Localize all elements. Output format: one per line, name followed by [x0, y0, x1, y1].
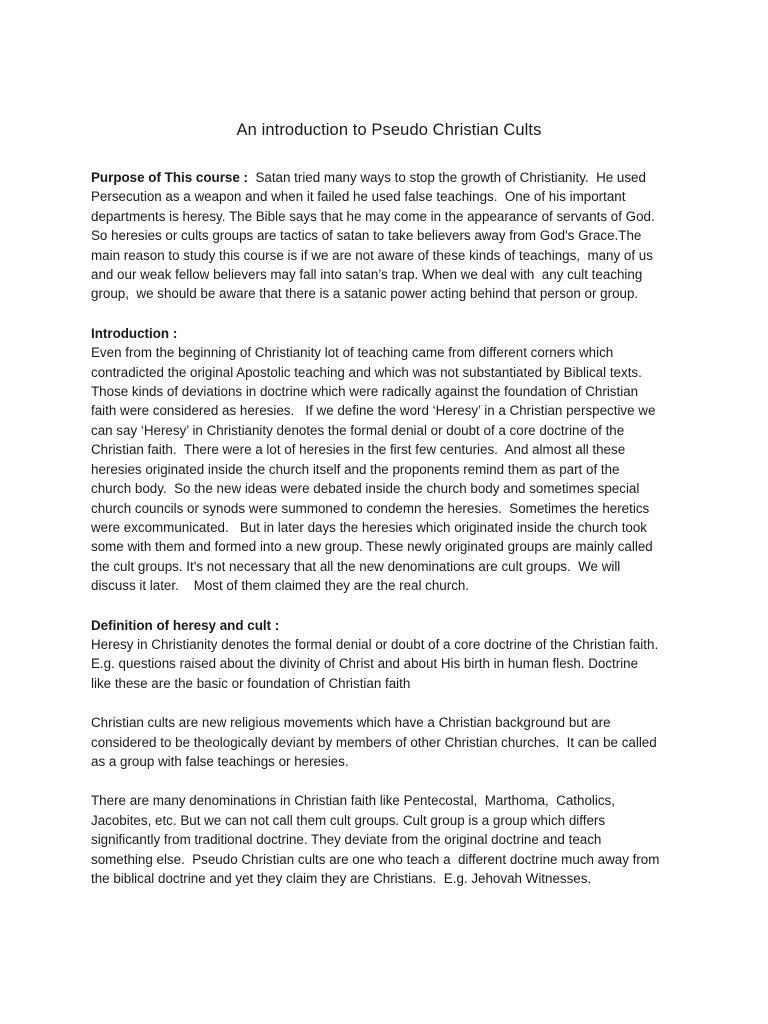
definition-text-line: E.g. questions raised about the divinity of Christ and about His birth in human flesh. Doctrine — [91, 656, 639, 672]
introduction-text-line: some with them and formed into a new group. These newly originated groups are mainly called — [91, 539, 653, 555]
purpose-text-line: Satan tried many ways to stop the growth of Christianity. He used — [248, 170, 646, 185]
denominations-text-line: Jacobites, etc. But we can not call them cult groups. Cult group is a group which differs — [91, 812, 606, 828]
cults-text-line: considered to be theologically deviant by members of other Christian churches. It can be called — [91, 734, 657, 750]
introduction-text-line: church councils or synods were summoned to condemn the heresies. Sometimes the heretics — [91, 500, 650, 516]
introduction-text-line: Those kinds of deviations in doctrine which were radically against the foundation of Christian — [91, 384, 639, 400]
purpose-text-line: So heresies or cults groups are tactics of satan to take believers away from God's Grace.The — [91, 228, 642, 244]
cults-text-line: as a group with false teachings or heresies. — [91, 753, 349, 769]
introduction-section — [91, 324, 681, 596]
introduction-text-line: Even from the beginning of Christianity lot of teaching came from different corners which — [91, 345, 614, 361]
purpose-text-line: and our weak fellow believers may fall into satan’s trap. When we deal with any cult teaching — [91, 267, 643, 283]
document-body — [91, 118, 681, 908]
purpose-heading: Purpose of This course : — [91, 170, 248, 185]
denominations-text-line: There are many denominations in Christian faith like Pentecostal, Marthoma, Catholics, — [91, 793, 615, 809]
introduction-text-line: contradicted the original Apostolic teaching and which was not substantiated by Biblical texts. — [91, 364, 642, 380]
purpose-text-line: Persecution as a weapon and when it failed he used false teachings. One of his important — [91, 189, 626, 205]
introduction-text-line: faith were considered as heresies. If we define the word ‘Heresy’ in a Christian perspective we — [91, 403, 656, 419]
purpose-text-line: departments is heresy. The Bible says that he may come in the appearance of servants of God. — [91, 208, 655, 224]
purpose-first-line — [91, 168, 681, 187]
purpose-text-line: main reason to study this course is if we are not aware of these kinds of teachings, many of us — [91, 247, 653, 263]
purpose-text-line: group, we should be aware that there is a satanic power acting behind that person or group. — [91, 286, 639, 302]
cults-paragraph — [91, 713, 681, 771]
introduction-text-line: discuss it later. Most of them claimed they are the real church. — [91, 578, 470, 594]
introduction-text-line: church body. So the new ideas were debated inside the church body and sometimes special — [91, 481, 640, 497]
denominations-text-line: something else. Pseudo Christian cults are one who teach a different doctrine much away from — [91, 851, 660, 867]
introduction-text-line: were excommunicated. But in later days the heresies which originated inside the church took — [91, 519, 648, 535]
document-title: An introduction to Pseudo Christian Cults — [236, 121, 542, 139]
definition-text-line: Heresy in Christianity denotes the formal denial or doubt of a core doctrine of the Christian faith. — [91, 636, 659, 652]
introduction-text-line: can say ‘Heresy’ in Christianity denotes the formal denial or doubt of a core doctrine of the — [91, 422, 625, 438]
definition-heading: Definition of heresy and cult : — [91, 617, 280, 633]
introduction-text-line: heresies originated inside the church itself and the proponents remind them as part of the — [91, 461, 620, 477]
purpose-section — [91, 168, 681, 304]
definition-section — [91, 616, 681, 694]
definition-text-line: like these are the basic or foundation of Christian faith — [91, 675, 411, 691]
denominations-paragraph — [91, 791, 681, 888]
denominations-text-line: significantly from traditional doctrine. They deviate from the original doctrine and teach — [91, 832, 602, 848]
introduction-text-line: the cult groups. It's not necessary that all the new denominations are cult groups. We will — [91, 558, 621, 574]
introduction-text-line: Christian faith. There were a lot of heresies in the first few centuries. And almost all these — [91, 442, 626, 458]
cults-text-line: Christian cults are new religious movements which have a Christian background but are — [91, 715, 611, 731]
introduction-heading: Introduction : — [91, 325, 178, 341]
denominations-text-line: the biblical doctrine and yet they claim they are Christians. E.g. Jehovah Witnesses. — [91, 871, 592, 886]
